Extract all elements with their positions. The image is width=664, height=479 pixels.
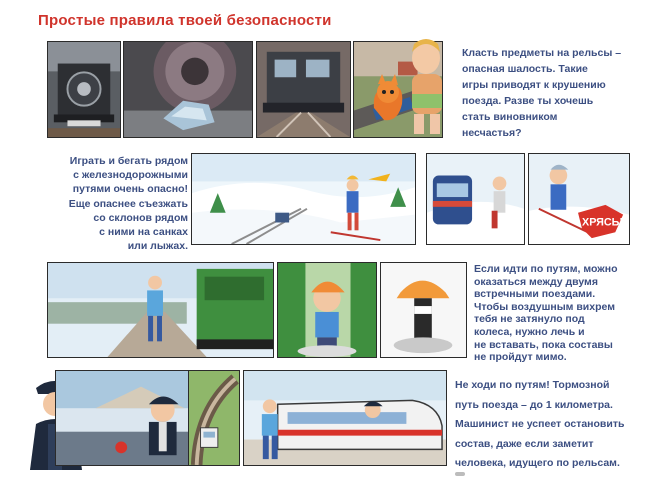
panel-boy-and-electric-train — [243, 370, 447, 466]
panel-steam-locomotive — [47, 41, 121, 138]
text-braking-distance: Не ходи по путям! Тормозной путь поезда – до 1 километра. Машинист не успеет остановить состав, даже если заметит человека, идущего по рельсам. — [455, 379, 625, 469]
text-between-trains: Если идти по путям, можно оказаться между двумя встречными поездами. Чтобы воздушным вихрем тебя не затянуло под колеса, нужно лечь и не вставать, пока составы не пройдут мимо. — [474, 263, 618, 364]
panel-boy-between-trains — [277, 262, 377, 358]
panel-train-on-curve — [188, 370, 240, 466]
crash-sound-text: ХРЯСЬ! — [582, 216, 624, 229]
page-mark — [455, 472, 465, 476]
text-playing-near-tracks: Играть и бегать рядом с железнодорожными путями очень опасно! Еще опаснее съезжать со склонов рядом с ними на санках или лыжах. — [68, 155, 188, 253]
panel-crash-skier — [528, 153, 630, 245]
panel-boy-walking-tracks — [47, 262, 274, 358]
character-girl-with-cat — [368, 38, 454, 136]
panel-train-on-tracks — [256, 41, 351, 138]
text-objects-on-rails: Класть предметы на рельсы – опасная шалость. Такие игры приводят к крушению поезда. Разве ты хочешь стать виновником несчастья? — [462, 47, 622, 139]
panel-skier-and-train — [426, 153, 525, 245]
panel-cap-on-post — [380, 262, 467, 358]
page-title: Простые правила твоей безопасности — [38, 12, 332, 29]
panel-skiing-near-railway — [191, 153, 416, 245]
panel-wheel-with-object — [123, 41, 253, 138]
